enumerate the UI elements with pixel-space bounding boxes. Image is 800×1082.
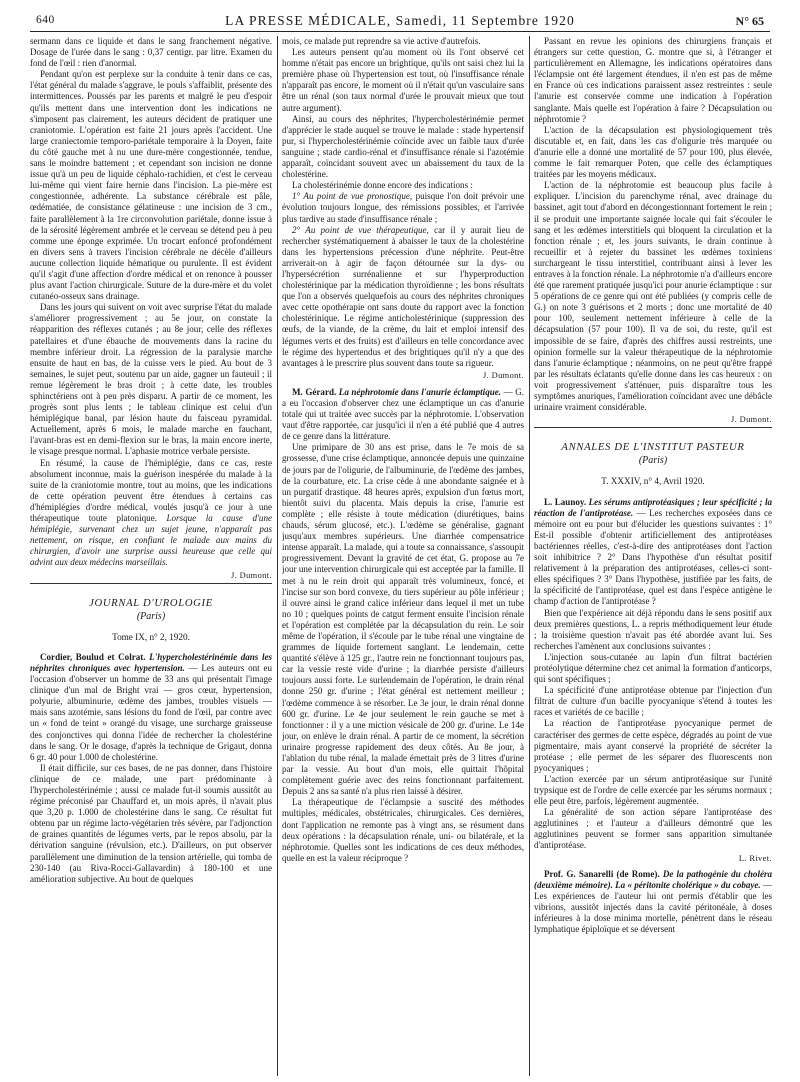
paragraph: L'action de la néphrotomie est beaucoup plus facile à expliquer. L'incision du parenchyme rénal, avec drainage du bassinet, agit tout d'abord en décongestionnant fortement le rein ; il se produit une importante saignée locale qui fait s'écouler le sang et les œdèmes interstitiels qui bloquent la circulation et la fonction rénale ; et, les jours suivants, le drain continue à recueillir et à rejeter du bassinet les œdèmes toxiniens surchargeant le tissu interstitiel, contribuant ainsi à lever les entraves à la fonction rénale. La néphrotomie n'a d'ailleurs encore été que rarement pratiquée jusqu'ici pour anurie éclamptique : sur 5 opérations de ce genre qui ont été publiées (y compris celle de G.) on note 3 guérisons et 2 morts ; donc une mortalité de 40 pour 100, seulement nettement inférieure à celle de la décapsulation (57 pour 100). Il va de soi, du reste, qu'il est impossible de se faire, d'après des chiffres aussi restreints, une opinion formelle sur la valeur thérapeutique de la néphrotomie dans l'anurie éclamptique ; néanmoins, on ne peut qu'être frappé par les résultats éclatants qu'elle donne dans les cas heureux : on voit progressivement s'atténuer, puis disparaître tous les symptômes anuriques, l'amélioration coïncidant avec une débâcle urinaire vraiment considérable. (534, 180, 772, 413)
volume-info: T. XXXIV, n° 4, Avril 1920. (601, 476, 705, 487)
paragraph-text: car il y aurait lieu de rechercher systématiquement à abaisser le taux de la cholestérine dans les hypertensions précession d'une néphrite. Peut-être arriverait-on à agir de façon détournée sur la dys- ou l'hypersécrétion surrénalienne et sur l'hyperproduction cholestérinique par la médication thyroïdienne ; les bons résultats que l'on a observés quelquefois au cours des néphrites chroniques avec cette opothérapie ont sans doute du rapport avec la fonction cholestérinique. Le régime anticholestérinique (suppression des œufs, de la viande, de la crème, du lait et emploi intensif des légumes verts et des fruits) est d'ailleurs en telle concordance avec le régime des hypertendus et des brightiques qu'il n'y a que des avantages à le prescrire plus souvent dans toute sa rigueur. (282, 224, 524, 368)
section-rule (534, 427, 772, 428)
paragraph: Une primipare de 30 ans est prise, dans le 7e mois de sa grossesse, d'une crise éclamptique, annoncée depuis une quinzaine de jours par de l'oligurie, de l'albuminurie, de l'œdème des jambes, de la courbature, etc. La crise cède à une abondante saignée et à un purgatif drastique. 48 heures après, expulsion d'un fœtus mort, bientôt suivi du placenta. Mais depuis la crise, l'anurie est complète ; elle résiste à toute médication (diurétiques, bains chauds, sérum glucosé, etc.). L'œdème se généralise, gagnant jusqu'aux membres supérieurs. Une diarrhée compensatrice intense apparaît. La malade, qui a toute sa connaissance, s'assoupit progressivement. Devant la gravité de cet état, G. propose au 7e jour une intervention chirurgicale qui est acceptée par la famille. Il met à nu le rein droit qui apparaît très volumineux, foncé, et l'incise sur son bord convexe, du tiers supérieur au pôle inférieur ; il ouvre ainsi le grand calice inférieur dans lequel il met un tube no 10 ; quelques points de catgut ferment ensuite l'incision rénale et l'opération est complétée par la décapsulation du rein. Le soir même de l'opération, il s'écoule par le tube rénal une vingtaine de grammes de liquide fortement sanglant. Le lendemain, cette quantité s'élève à 125 gr., l'autre rein ne fonctionnant toujours pas, car la vessie reste vide d'urine ; la diarrhée persiste d'ailleurs toujours aussi forte. Le surlendemain de l'opération, le drain rénal donne 250 gr. d'urine ; l'état général est nettement meilleur ; l'œdème commence à se résorber. Le 3e jour, le drain rénal donne 600 gr. d'urine. Le 4e jour seulement le rein gauche se met à fonctionner : il y a une miction vésicale de 200 gr. d'urine. Le 14e jour, on enlève le drain rénal. A partir de ce moment, la sécrétion urinaire progresse rapidement des deux côtés. Au 8e jour, à l'ablation du tube rénal, la malade émettait près de 3 litres d'urine par la vessie. Au bout d'un mois, elle quittait l'hôpital complètement guérie avec des reins fonctionnant parfaitement. Depuis 2 ans sa santé n'a plus rien laissé à désirer. (282, 442, 524, 797)
paragraph: Pendant qu'on est perplexe sur la conduite à tenir dans ce cas, l'état général du malade s'aggrave, le pouls s'affaiblit, présente des intermittences. Poussés par les parents et malgré le peu d'espoir qu'ils mettent dans une intervention dont les indications ne s'imposent pas clairement, les auteurs décident de pratiquer une craniotomie. L'opération est faite 21 jours après l'accident. Une large craniectomie temporo-pariétale temporaire à la Doyen, faite du côté gauche met à nu une dure-mère congestionnée, tendue, sans le moindre battement ; et cependant son incision ne donne issue qu'à un peu de liquide céphalo-rachidien, et c'est le cerveau lui-même qui vient faire hernie dans l'incision. La pie-mère est congestionnée, adhérente. La substance cérébrale est pâle, œdématiée, de consistance gélatineuse : une incision de 3 cm., faite parallèlement à la 1re circonvolution pariétale, donne issue à de la sérosité légèrement ambrée et le cerveau se détend peu à peu comme une éponge exprimée. Un trocart enfoncé profondément en divers sens à travers l'incision cérébrale ne décèle d'ailleurs aucune collection liquide hématique ou purulente. Il est évident qu'il s'agit d'une affection d'ordre médical et on renonce à pousser plus avant l'action chirurgicale. Suture de la dure-mère et du volet cutanéo-osseux sans drainage. (30, 69, 272, 302)
article-title: Les sérums antiprotéasiques ; leur spécificité ; la réaction de l'antiprotéase. (534, 496, 772, 518)
page-number: 640 (36, 14, 55, 26)
section-rule (30, 583, 272, 584)
section-place: (Paris) (136, 610, 166, 622)
paragraph (282, 191, 524, 224)
paragraph: Dans les jours qui suivent on voit avec surprise l'état du malade s'améliorer progressivement ; au 5e jour, on constate la réapparition des réflexes cutanés ; au 8e jour, celle des réflexes patellaires et d'une ébauche de mouvements dans la racine du membre inférieur droit. La régression de la paralysie marche ensuite de haut en bas, de la cuisse vers le pied. Au bout de 3 semaines, le sujet peut, soutenu par un aide, gagner un fauteuil ; il remue légèrement le bras droit ; à cette date, les troubles sphinctériens ont à peu près disparu. A partir de ce moment, les progrès sont plus lents ; le tableau clinique est celui d'un hémiplégique banal, par lésion haute du faisceau pyramidal. Actuellement, après 6 mois, le malade marche en fauchant, l'avant-bras est en demi-flexion sur le bras, la main encore inerte, le visage presque normal. L'aphasie motrice verbale persiste. (30, 302, 272, 457)
paragraph-text: puisque l'on doit prévoir une évolution toujours longue, des rémissions possibles, et l'arrivée plus tardive au stade d'insuffisance rénale ; (282, 191, 524, 224)
article-authors: Cordier, Boulud et Colrat. (40, 651, 146, 662)
article-text: — Les auteurs ont eu l'occasion d'observer un homme de 33 ans qui présentait l'image clinique d'un mal de Bright vrai — gros cœur, hypertension, polyurie, albuminurie, œdème des jambes, troubles visuels — mais sans azotémie, sans lésions du fond de l'œil, par contre avec un « fond de teint » orangé du visage, une surcharge graisseuse des conjonctives qui donna l'idée de rechercher la cholestérine dans le sang. Or le dosage, d'après la technique de Grigaut, donna 6 gr. 40 pour 1.000 de cholestérine. (30, 662, 272, 762)
paragraph: sermann dans ce liquide et dans le sang franchement négative. Dosage de l'urée dans le sang : 0,37 centigr. par litre. Examen du fond de l'œil : rien d'anormal. (30, 36, 272, 69)
signature: J. Dumont. (483, 370, 524, 380)
paragraph-text: En résumé, la cause de l'hémiplégie, dans ce cas, reste absolument inconnue, mais la guérison inespérée du malade à la suite de la craniotomie montre, tout au moins, que les indications de cette opération peuvent être étendues à certains cas d'hémiplégies d'ordre médical, voulés jusqu'à ce jour à une thérapeutique toute platonique. (30, 457, 272, 524)
page-header (30, 6, 770, 32)
article-text: — Les recherches exposées dans ce mémoire ont eu pour but d'élucider les questions suivantes : 1° Est-il possible d'obtenir artificiellement des antiprotéases bactériennes réelles, c'est-à-dire des antiprotéases dont l'action soit inhibitrice ? 2° Dans l'hypothèse d'un résultat positif relativement à la préparation des antiprotéases, celles-ci sont-elles spécifiques ? 3° Dans l'hypothèse, justifiée par les faits, de la spécificité de l'antiprotéase, quel est dans l'espèce antigène le champ d'action de l'antiprotéase ? (534, 507, 772, 607)
list-lead: 2° Au point de vue thérapeutique, (292, 224, 429, 235)
list-lead: 1° Au point de vue pronostique, (292, 191, 413, 202)
paragraph: Bien que l'expérience ait déjà répondu dans le sens positif aux deux premières questions, L. a repris méthodiquement leur étude ; la troisième question n'avait pas été abordée avant lui. Ses recherches l'amènent aux conclusions suivantes : (534, 607, 772, 651)
article-title: La néphrotomie dans l'anurie éclamptique. (338, 386, 502, 397)
section-title: ANNALES DE L'INSTITUT PASTEUR (561, 442, 745, 454)
paragraph: La spécificité d'une antiprotéase obtenue par l'injection d'un filtrat de culture d'un bacille pyocyanique s'étend à toutes les races et variétés de ce bacille ; (534, 685, 772, 718)
article-paragraph (30, 652, 272, 763)
section-place: (Paris) (638, 455, 668, 467)
column-1 (30, 36, 272, 1076)
journal-title: LA PRESSE MÉDICALE, Samedi, 11 Septembre 1920 (225, 13, 575, 28)
article-title: L'hypercholestérinémie dans les néphrites chroniques avec hypertension. (30, 651, 272, 673)
article-authors: M. Gérard. (292, 386, 337, 397)
paragraph: mois, ce malade put reprendre sa vie active d'autrefois. (282, 36, 481, 46)
article-paragraph (282, 387, 524, 442)
paragraph (30, 458, 272, 569)
header-rule (30, 31, 770, 32)
signature: L. Rivet. (738, 853, 772, 863)
column-divider-1 (277, 36, 278, 1076)
paragraph: La réaction de l'antiprotéase pyocyanique permet de caractériser des germes de cette espèce, dégradés au point de vue pigmentaire, mais ayant conservé la propriété de sécréter la protéase ; elle permet de les séparer des fluorescents non pyocyaniques ; (534, 718, 772, 773)
paragraph: Les auteurs pensent qu'au moment où ils l'ont observé cet homme n'était pas encore un brightique, qu'ils ont saisi chez lui la première phase où l'hypertension est tout, où l'insuffisance rénale n'apparaît pas encore, le moment où il n'était qu'un vasculaire sans être un rénal (son taux normal d'urée le prouvait mieux que tout autre argument). (282, 47, 524, 113)
paragraph: Passant en revue les opinions des chirurgiens français et étrangers sur cette question, G. montre que si, à l'étranger et particulièrement en Allemagne, les indications opératoires dans l'éclampsie ont été largement étendues, il n'en est pas de même en France où ces indications paraissent assez restreintes : seule l'anurie est conservée comme une indication à l'opération sanglante. Mais quelle est l'opération à faire ? Décapsulation ou néphrotomie ? (534, 36, 772, 124)
paragraph: Il était difficile, sur ces bases, de ne pas donner, dans l'histoire clinique de ce malade, une part prédominante à l'hypercholestérinémie ; aussi ce malade fut-il soumis aussitôt au régime préconisé par Chauffard et, un mois après, il n'avait plus que 3,20 p. 1.000 de cholestérine dans le sang. Ce résultat fut obtenu par un régime lacto-végétarien très sévère, par l'adjonction de graines quantités de légumes verts, par le repos absolu, par la dérivation sanguine (révulsion, etc.). D'ailleurs, on put observer parallèlement une diminution de la tension artérielle, qui tomba de 230-140 (au Riva-Rocci-Gallavardin) à 180-100 et une amélioration subjective. Au bout de quelques (30, 762, 272, 884)
article-authors: Prof. G. Sanarelli (de Rome). (544, 868, 660, 879)
article-text: — G. a eu l'occasion d'observer chez une éclamptique un cas d'anurie totale qui ut traitée avec succès par la néphrotomie. L'observation vaut d'être rapportée, car jusqu'ici il n'en a été publié que 4 autres de ce genre dans la littérature. (282, 386, 524, 442)
article-text: — Les expériences de l'auteur lui ont permis d'établir que les vibrions, aussitôt injectés dans la cavité péritonéale, à doses inférieures à la dose minima mortelle, pénètrent dans le réseau lymphatique épiploïque et se déversent (534, 879, 772, 935)
article-title: De la pathogénie du choléra (deuxième mémoire). La « péritonite cholérique » du cobaye. (534, 868, 772, 890)
paragraph: L'injection sous-cutanée au lapin d'un filtrat bactérien protéolytique détermine chez cet animal la formation d'anticorps, qui sont spécifiques ; (534, 651, 772, 685)
article-authors: L. Launoy. (544, 496, 587, 507)
paragraph: L'action exercée par un sérum antiprotéasique sur l'unité trypsique est de l'ordre de celle exercée par les sérums normaux ; elle peut être, parfois, légèrement augmentée. (534, 773, 772, 807)
paragraph: L'action de la décapsulation est physiologiquement très discutable et, en fait, dans les cas d'oligurie très marquée ou d'anurie elle a donné une mortalité de 57 pour 100, plus élevée, comme le fait remarquer Poten, que celle des éclamptiques traitées par les moyens médicaux. (534, 124, 772, 180)
column-2 (282, 36, 524, 1076)
article-paragraph (534, 869, 772, 936)
article-paragraph (534, 497, 772, 608)
issue-number: N° 65 (735, 14, 764, 28)
paragraph: Ainsi, au cours des néphrites, l'hypercholestérinémie permet d'apprécier le stade auquel se trouve le malade : stade hypertensif pur, si l'hypercholestérinémie coïncide avec un faible taux d'urée sanguine ; stade cardio-rénal et d'insuffisance rénale si l'azotémie apparaît, coïncidant souvent avec un abaissement du taux de la cholestérine. (282, 113, 524, 180)
column-divider-2 (529, 36, 530, 1076)
signature: J. Dumont. (731, 415, 772, 425)
paragraph: La généralité de son action sépare l'antiprotéase des agglutinines ; et l'auteur a d'ailleurs démontré que les agglutinines peuvent se former sans apparition simultanée d'antiprotéase. (534, 807, 772, 851)
volume-info: Tome IX, n° 2, 1920. (112, 631, 190, 642)
paragraph: La thérapeutique de l'éclampsie a suscité des méthodes multiples, médicales, obstétricales, chirurgicales. Ces dernières, dont l'application ne remonte pas à vingt ans, se résument dans deux opérations : la décapsulation rénale, uni- ou bilatérale, et la néphrotomie. Quelles sont les indications de ces deux méthodes, quelle en est la valeur réciproque ? (282, 797, 524, 863)
section-title: JOURNAL D'UROLOGIE (89, 597, 213, 609)
signature: J. Dumont. (231, 570, 272, 580)
paragraph (282, 225, 524, 369)
column-3 (534, 36, 772, 1076)
paragraph: La cholestérinémie donne encore des indications : (292, 180, 473, 191)
paragraph-italic-text: Lorsque la cause d'une hémiplégie, survenant chez un sujet jeune, n'apparaît pas nettement, on risque, en confiant le malade aux mains du chirurgien, d'avoir une surprise aussi heureuse que celle qui advint aux deux médecins marseillais. (30, 513, 272, 568)
